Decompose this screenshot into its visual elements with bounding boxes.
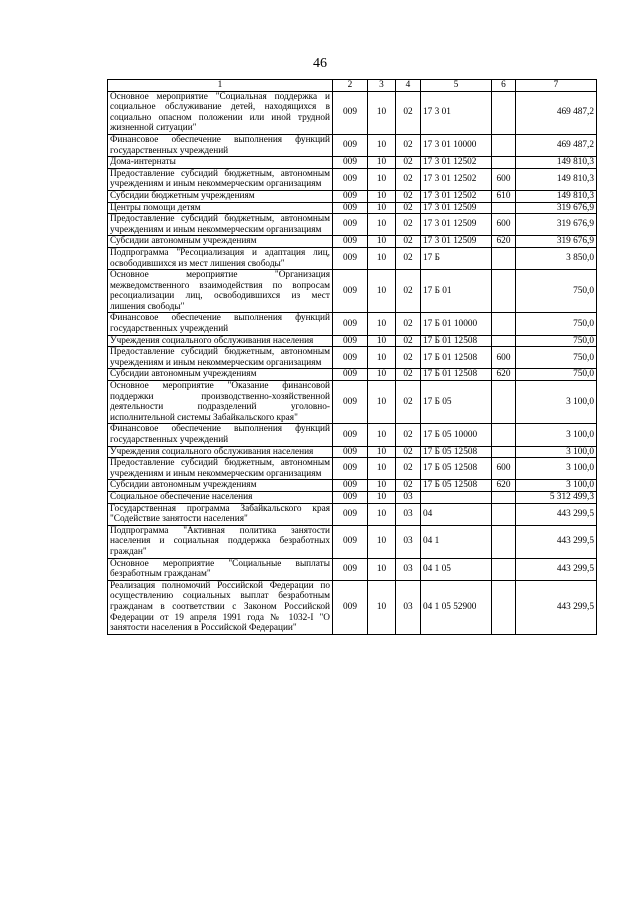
- cell-name: Подпрограмма "Активная политика занятости населения и социальная поддержка безработных граждан": [108, 525, 333, 558]
- cell-sum: 3 100,0: [516, 381, 597, 424]
- cell-sum: 750,0: [516, 347, 597, 369]
- cell-vr: [492, 525, 516, 558]
- cell-pr: 02: [396, 168, 421, 190]
- cell-csr: 17 3 01 12502: [421, 190, 492, 202]
- cell-rz: 10: [368, 558, 396, 580]
- cell-pr: 02: [396, 157, 421, 169]
- budget-table: [107, 79, 597, 635]
- cell-grbs: 009: [333, 491, 368, 503]
- cell-grbs: 009: [333, 424, 368, 446]
- cell-pr: 03: [396, 503, 421, 525]
- cell-grbs: 009: [333, 335, 368, 347]
- table-row: [108, 157, 597, 169]
- cell-pr: 02: [396, 480, 421, 492]
- cell-pr: 03: [396, 580, 421, 634]
- cell-vr: [492, 247, 516, 269]
- cell-csr: 17 Б 01 12508: [421, 335, 492, 347]
- table-body: [108, 91, 597, 634]
- cell-vr: [492, 202, 516, 214]
- table-row: [108, 480, 597, 492]
- cell-vr: 620: [492, 236, 516, 248]
- table-row: [108, 525, 597, 558]
- cell-grbs: 009: [333, 236, 368, 248]
- table-row: [108, 190, 597, 202]
- cell-sum: 443 299,5: [516, 558, 597, 580]
- cell-rz: 10: [368, 335, 396, 347]
- cell-pr: 02: [396, 202, 421, 214]
- cell-vr: [492, 381, 516, 424]
- cell-sum: 443 299,5: [516, 525, 597, 558]
- cell-grbs: 009: [333, 558, 368, 580]
- cell-sum: 319 676,9: [516, 236, 597, 248]
- table-row: [108, 168, 597, 190]
- cell-sum: 469 487,2: [516, 134, 597, 156]
- cell-pr: 02: [396, 134, 421, 156]
- table-row: [108, 313, 597, 335]
- cell-sum: 319 676,9: [516, 202, 597, 214]
- cell-sum: 3 100,0: [516, 480, 597, 492]
- cell-vr: [492, 424, 516, 446]
- cell-name: Финансовое обеспечение выполнения функций государственных учреждений: [108, 424, 333, 446]
- cell-sum: 149 810,3: [516, 157, 597, 169]
- cell-grbs: 009: [333, 91, 368, 134]
- cell-csr: 17 Б 05 12508: [421, 446, 492, 458]
- cell-vr: [492, 503, 516, 525]
- cell-vr: [492, 270, 516, 313]
- table-row: [108, 214, 597, 236]
- cell-csr: 17 Б 01: [421, 270, 492, 313]
- cell-pr: 02: [396, 335, 421, 347]
- cell-rz: 10: [368, 369, 396, 381]
- cell-sum: 750,0: [516, 369, 597, 381]
- cell-grbs: 009: [333, 580, 368, 634]
- cell-csr: 17 Б 05: [421, 381, 492, 424]
- cell-vr: 600: [492, 168, 516, 190]
- cell-rz: 10: [368, 236, 396, 248]
- cell-name: Основное мероприятие "Социальная поддержка и социальное обслуживание детей, находящихся в социально опасном положении или иной трудной жизненной ситуации": [108, 91, 333, 134]
- cell-csr: 04: [421, 503, 492, 525]
- cell-csr: [421, 491, 492, 503]
- cell-sum: 443 299,5: [516, 580, 597, 634]
- cell-csr: 17 Б: [421, 247, 492, 269]
- cell-pr: 02: [396, 369, 421, 381]
- page-number: 46: [313, 56, 327, 71]
- cell-pr: 02: [396, 91, 421, 134]
- cell-csr: 17 3 01 12509: [421, 236, 492, 248]
- cell-sum: 750,0: [516, 335, 597, 347]
- cell-sum: 3 850,0: [516, 247, 597, 269]
- cell-rz: 10: [368, 446, 396, 458]
- cell-csr: 17 Б 05 12508: [421, 480, 492, 492]
- cell-rz: 10: [368, 214, 396, 236]
- cell-rz: 10: [368, 313, 396, 335]
- cell-pr: 02: [396, 313, 421, 335]
- cell-csr: 17 Б 01 10000: [421, 313, 492, 335]
- cell-name: Субсидии автономным учреждениям: [108, 236, 333, 248]
- cell-grbs: 009: [333, 525, 368, 558]
- cell-vr: 600: [492, 347, 516, 369]
- table-row: [108, 491, 597, 503]
- cell-rz: 10: [368, 347, 396, 369]
- cell-csr: 04 1 05 52900: [421, 580, 492, 634]
- cell-pr: 02: [396, 236, 421, 248]
- cell-vr: [492, 91, 516, 134]
- cell-rz: 10: [368, 491, 396, 503]
- cell-grbs: 009: [333, 157, 368, 169]
- header-col-4: 4: [396, 80, 421, 92]
- cell-name: Социальное обеспечение населения: [108, 491, 333, 503]
- table-row: [108, 503, 597, 525]
- cell-vr: [492, 580, 516, 634]
- cell-name: Предоставление субсидий бюджетным, автономным учреждениям и иным некоммерческим организациям: [108, 168, 333, 190]
- cell-csr: 17 Б 01 12508: [421, 347, 492, 369]
- cell-sum: 149 810,3: [516, 168, 597, 190]
- cell-sum: 469 487,2: [516, 91, 597, 134]
- cell-rz: 10: [368, 270, 396, 313]
- cell-name: Предоставление субсидий бюджетным, автономным учреждениям и иным некоммерческим организациям: [108, 214, 333, 236]
- cell-name: Государственная программа Забайкальского края "Содействие занятости населения": [108, 503, 333, 525]
- table-row: [108, 91, 597, 134]
- cell-sum: 3 100,0: [516, 424, 597, 446]
- cell-csr: 17 3 01 12509: [421, 202, 492, 214]
- header-col-6: 6: [492, 80, 516, 92]
- cell-rz: 10: [368, 190, 396, 202]
- cell-pr: 02: [396, 424, 421, 446]
- cell-sum: 3 100,0: [516, 446, 597, 458]
- table-row: [108, 134, 597, 156]
- cell-csr: 17 3 01 10000: [421, 134, 492, 156]
- cell-pr: 03: [396, 525, 421, 558]
- cell-pr: 03: [396, 491, 421, 503]
- cell-grbs: 009: [333, 168, 368, 190]
- cell-csr: 17 3 01 12502: [421, 168, 492, 190]
- cell-name: Субсидии автономным учреждениям: [108, 369, 333, 381]
- cell-name: Учреждения социального обслуживания населения: [108, 446, 333, 458]
- cell-pr: 02: [396, 446, 421, 458]
- cell-name: Центры помощи детям: [108, 202, 333, 214]
- cell-grbs: 009: [333, 503, 368, 525]
- cell-rz: 10: [368, 168, 396, 190]
- cell-name: Дома-интернаты: [108, 157, 333, 169]
- cell-grbs: 009: [333, 270, 368, 313]
- cell-grbs: 009: [333, 134, 368, 156]
- cell-pr: 03: [396, 558, 421, 580]
- cell-name: Субсидии автономным учреждениям: [108, 480, 333, 492]
- cell-sum: 149 810,3: [516, 190, 597, 202]
- header-col-5: 5: [421, 80, 492, 92]
- table-row: [108, 381, 597, 424]
- cell-name: Основное мероприятие "Оказание финансовой поддержки производственно-хозяйственной деятельности подразделений уголовно-исполнительной системы Забайкальского края": [108, 381, 333, 424]
- cell-rz: 10: [368, 202, 396, 214]
- cell-name: Субсидии бюджетным учреждениям: [108, 190, 333, 202]
- cell-csr: 04 1 05: [421, 558, 492, 580]
- header-col-7: 7: [516, 80, 597, 92]
- cell-name: Финансовое обеспечение выполнения функций государственных учреждений: [108, 313, 333, 335]
- cell-grbs: 009: [333, 190, 368, 202]
- cell-sum: 443 299,5: [516, 503, 597, 525]
- cell-sum: 319 676,9: [516, 214, 597, 236]
- cell-pr: 02: [396, 270, 421, 313]
- cell-grbs: 009: [333, 446, 368, 458]
- cell-grbs: 009: [333, 347, 368, 369]
- table-row: [108, 369, 597, 381]
- cell-sum: 3 100,0: [516, 458, 597, 480]
- cell-csr: 17 3 01 12509: [421, 214, 492, 236]
- cell-pr: 02: [396, 458, 421, 480]
- table-row: [108, 458, 597, 480]
- cell-grbs: 009: [333, 313, 368, 335]
- cell-rz: 10: [368, 480, 396, 492]
- table-row: [108, 446, 597, 458]
- cell-grbs: 009: [333, 214, 368, 236]
- cell-vr: 610: [492, 190, 516, 202]
- cell-rz: 10: [368, 247, 396, 269]
- cell-vr: 600: [492, 458, 516, 480]
- cell-rz: 10: [368, 503, 396, 525]
- cell-sum: 5 312 499,3: [516, 491, 597, 503]
- cell-vr: 620: [492, 369, 516, 381]
- cell-vr: [492, 491, 516, 503]
- table-row: [108, 347, 597, 369]
- cell-rz: 10: [368, 525, 396, 558]
- cell-csr: 17 Б 01 12508: [421, 369, 492, 381]
- cell-rz: 10: [368, 381, 396, 424]
- cell-name: Реализация полномочий Российской Федерации по осуществлению социальных выплат безработным гражданам в соответствии с Законом Российской Федерации от 19 апреля 1991 года № 1032-I "О занятости населения в Российской Федерации": [108, 580, 333, 634]
- cell-rz: 10: [368, 424, 396, 446]
- cell-grbs: 009: [333, 381, 368, 424]
- cell-rz: 10: [368, 91, 396, 134]
- cell-vr: 600: [492, 214, 516, 236]
- header-col-3: 3: [368, 80, 396, 92]
- table-row: [108, 270, 597, 313]
- table-row: [108, 236, 597, 248]
- cell-vr: [492, 335, 516, 347]
- cell-pr: 02: [396, 347, 421, 369]
- cell-grbs: 009: [333, 247, 368, 269]
- cell-sum: 750,0: [516, 313, 597, 335]
- cell-sum: 750,0: [516, 270, 597, 313]
- cell-vr: [492, 157, 516, 169]
- table-row: [108, 558, 597, 580]
- table-row: [108, 580, 597, 634]
- cell-vr: [492, 134, 516, 156]
- cell-pr: 02: [396, 214, 421, 236]
- table-row: [108, 202, 597, 214]
- table-row: [108, 335, 597, 347]
- header-col-1: 1: [108, 80, 333, 92]
- cell-vr: [492, 313, 516, 335]
- cell-rz: 10: [368, 580, 396, 634]
- cell-grbs: 009: [333, 480, 368, 492]
- cell-pr: 02: [396, 247, 421, 269]
- cell-grbs: 009: [333, 202, 368, 214]
- cell-name: Подпрограмма "Ресоциализация и адаптация лиц, освободившихся из мест лишения свободы": [108, 247, 333, 269]
- cell-name: Учреждения социального обслуживания населения: [108, 335, 333, 347]
- cell-csr: 17 Б 05 12508: [421, 458, 492, 480]
- cell-csr: 17 3 01: [421, 91, 492, 134]
- cell-name: Основное мероприятие "Организация межведомственного взаимодействия по вопросам ресоциализации лиц, освободившихся из мест лишения свободы": [108, 270, 333, 313]
- cell-name: Основное мероприятие "Социальные выплаты безработным гражданам": [108, 558, 333, 580]
- cell-rz: 10: [368, 134, 396, 156]
- cell-pr: 02: [396, 190, 421, 202]
- cell-csr: 17 3 01 12502: [421, 157, 492, 169]
- cell-name: Предоставление субсидий бюджетным, автономным учреждениям и иным некоммерческим организациям: [108, 347, 333, 369]
- cell-vr: [492, 446, 516, 458]
- cell-grbs: 009: [333, 458, 368, 480]
- cell-name: Финансовое обеспечение выполнения функций государственных учреждений: [108, 134, 333, 156]
- table-header-row: [108, 80, 597, 92]
- cell-grbs: 009: [333, 369, 368, 381]
- table-row: [108, 424, 597, 446]
- cell-csr: 17 Б 05 10000: [421, 424, 492, 446]
- cell-rz: 10: [368, 157, 396, 169]
- cell-vr: 620: [492, 480, 516, 492]
- cell-csr: 04 1: [421, 525, 492, 558]
- cell-vr: [492, 558, 516, 580]
- table-row: [108, 247, 597, 269]
- cell-name: Предоставление субсидий бюджетным, автономным учреждениям и иным некоммерческим организациям: [108, 458, 333, 480]
- header-col-2: 2: [333, 80, 368, 92]
- cell-rz: 10: [368, 458, 396, 480]
- cell-pr: 02: [396, 381, 421, 424]
